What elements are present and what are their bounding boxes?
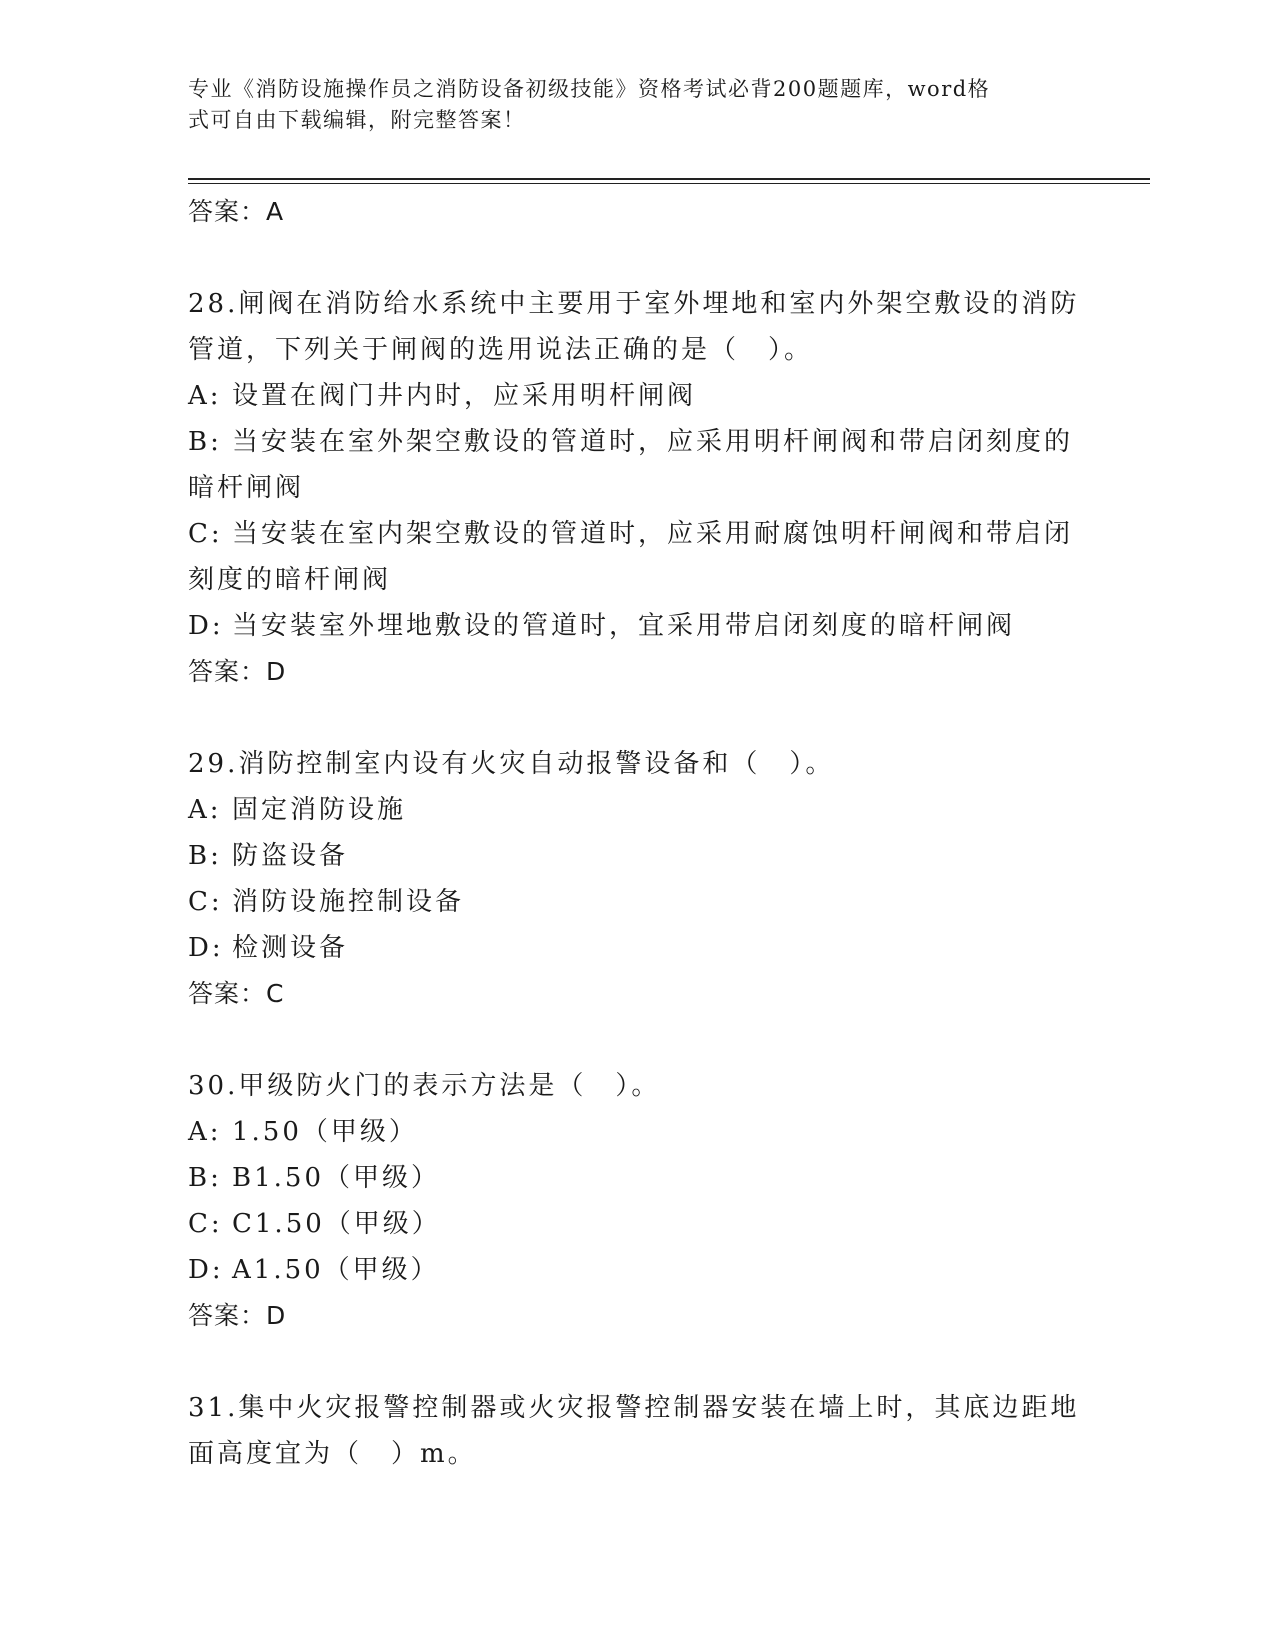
answer: 答案：D [188, 657, 287, 686]
question-29 [188, 741, 1088, 1017]
option-label: C: [188, 519, 223, 549]
page-header [188, 74, 1088, 136]
option-text: 防盗设备 [232, 841, 349, 871]
answer: 答案：D [188, 1301, 287, 1330]
option-text: C1.50（甲级） [232, 1209, 441, 1239]
question-30 [188, 1063, 1088, 1339]
question-list [188, 189, 1088, 1477]
option-label: A: [188, 1117, 222, 1147]
option-label: B: [188, 841, 222, 871]
option-label: D: [188, 611, 224, 641]
option-text: A1.50（甲级） [232, 1255, 440, 1285]
question-stem: 29.消防控制室内设有火灾自动报警设备和（ ）。 [188, 749, 835, 779]
option-text: 设置在阀门井内时，应采用明杆闸阀 [232, 381, 697, 411]
answer-prev: 答案：A [188, 197, 285, 226]
option-b [188, 833, 1088, 879]
header-divider [188, 178, 1150, 180]
option-text: 消防设施控制设备 [232, 887, 465, 917]
option-label: C: [188, 1209, 223, 1239]
question-stem: 31.集中火灾报警控制器或火灾报警控制器安装在墙上时，其底边距地 [188, 1393, 1080, 1423]
header-divider-thin [188, 183, 1150, 184]
option-text: 1.50（甲级） [232, 1117, 418, 1147]
option-text: B1.50（甲级） [232, 1163, 440, 1193]
question-stem-cont: 管道，下列关于闸阀的选用说法正确的是（ ）。 [188, 335, 814, 365]
option-label: B: [188, 427, 222, 457]
option-c [188, 879, 1088, 925]
question-stem: 28.闸阀在消防给水系统中主要用于室外埋地和室内外架空敷设的消防 [188, 289, 1080, 319]
option-label: A: [188, 381, 222, 411]
option-d [188, 925, 1088, 971]
option-label: D: [188, 1255, 224, 1285]
option-a [188, 373, 1088, 419]
option-label: D: [188, 933, 224, 963]
answer: 答案：C [188, 979, 285, 1008]
header-line-1: 专业《消防设施操作员之消防设备初级技能》资格考试必背200题题库，word格 [188, 77, 991, 101]
header-line-2: 式可自由下载编辑，附完整答案！ [188, 108, 526, 132]
option-text: 当安装室外埋地敷设的管道时，宜采用带启闭刻度的暗杆闸阀 [232, 611, 1016, 641]
question-stem-cont: 面高度宜为（ ）m。 [188, 1439, 477, 1469]
option-label: A: [188, 795, 222, 825]
option-label: C: [188, 887, 223, 917]
option-text: 固定消防设施 [232, 795, 407, 825]
option-c-cont: 刻度的暗杆闸阀 [188, 565, 392, 595]
question-stem: 30.甲级防火门的表示方法是（ ）。 [188, 1071, 661, 1101]
option-b [188, 1155, 1088, 1201]
question-31 [188, 1385, 1088, 1477]
option-b-cont: 暗杆闸阀 [188, 473, 305, 503]
option-text: 检测设备 [232, 933, 349, 963]
option-d [188, 1247, 1088, 1293]
option-a [188, 1109, 1088, 1155]
option-c [188, 511, 1088, 557]
option-b [188, 419, 1088, 465]
option-d [188, 603, 1088, 649]
option-a [188, 787, 1088, 833]
option-label: B: [188, 1163, 222, 1193]
question-28 [188, 281, 1088, 695]
option-text: 当安装在室外架空敷设的管道时，应采用明杆闸阀和带启闭刻度的 [232, 427, 1074, 457]
option-c [188, 1201, 1088, 1247]
option-text: 当安装在室内架空敷设的管道时，应采用耐腐蚀明杆闸阀和带启闭 [232, 519, 1074, 549]
